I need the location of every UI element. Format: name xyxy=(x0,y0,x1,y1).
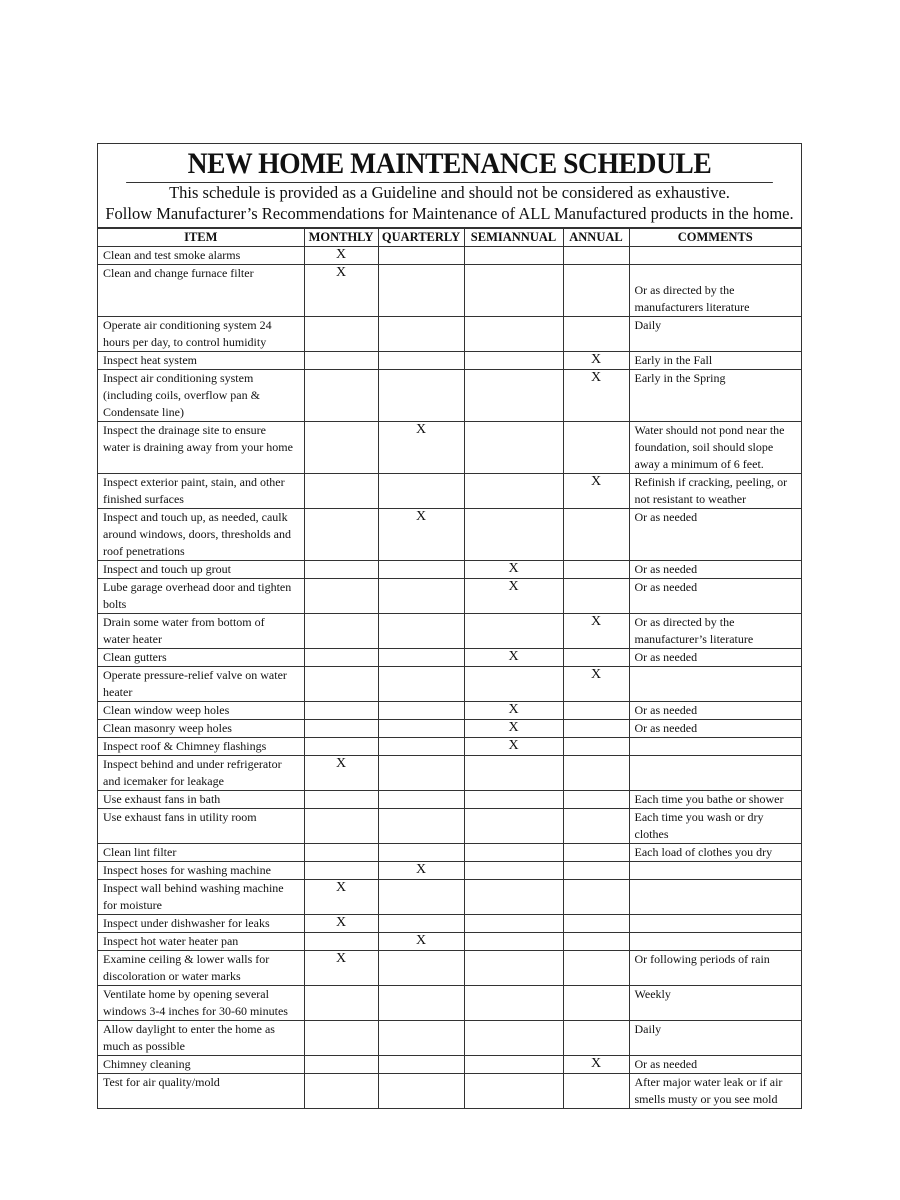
table-row xyxy=(98,614,801,649)
cell-monthly: X xyxy=(304,951,378,986)
cell-comments xyxy=(629,667,801,702)
cell-monthly xyxy=(304,1056,378,1074)
cell-quarterly xyxy=(378,738,464,756)
cell-annual xyxy=(563,422,629,474)
cell-comments: Or as needed xyxy=(629,720,801,738)
table-row xyxy=(98,649,801,667)
cell-annual xyxy=(563,862,629,880)
cell-semiannual xyxy=(464,370,563,422)
cell-monthly: X xyxy=(304,915,378,933)
cell-item: Inspect and touch up, as needed, caulk around windows, doors, thresholds and roof penetrations xyxy=(98,509,304,561)
table-row xyxy=(98,1021,801,1056)
cell-comments: Or as directed by the manufacturers literature xyxy=(629,265,801,317)
cell-annual xyxy=(563,809,629,844)
subtitle-manufacturer: Follow Manufacturer’s Recommendations for Maintenance of ALL Manufactured products in the home. xyxy=(98,204,801,228)
cell-monthly xyxy=(304,422,378,474)
cell-quarterly: X xyxy=(378,862,464,880)
table-row xyxy=(98,1074,801,1109)
cell-monthly: X xyxy=(304,880,378,915)
cell-annual: X xyxy=(563,474,629,509)
cell-semiannual xyxy=(464,265,563,317)
column-header-semiannual: SEMIANNUAL xyxy=(464,229,563,247)
cell-comments: Or following periods of rain xyxy=(629,951,801,986)
cell-semiannual xyxy=(464,422,563,474)
cell-monthly xyxy=(304,986,378,1021)
cell-monthly xyxy=(304,667,378,702)
cell-monthly xyxy=(304,702,378,720)
table-row xyxy=(98,951,801,986)
cell-item: Examine ceiling & lower walls for discoloration or water marks xyxy=(98,951,304,986)
cell-comments: Each load of clothes you dry xyxy=(629,844,801,862)
cell-annual xyxy=(563,561,629,579)
column-header-annual: ANNUAL xyxy=(563,229,629,247)
cell-monthly xyxy=(304,370,378,422)
cell-comments: Or as needed xyxy=(629,649,801,667)
cell-item: Inspect behind and under refrigerator and icemaker for leakage xyxy=(98,756,304,791)
cell-item: Inspect the drainage site to ensure water is draining away from your home xyxy=(98,422,304,474)
cell-quarterly xyxy=(378,614,464,649)
cell-quarterly xyxy=(378,561,464,579)
table-row xyxy=(98,561,801,579)
table-row xyxy=(98,265,801,317)
cell-item: Allow daylight to enter the home as much as possible xyxy=(98,1021,304,1056)
cell-monthly xyxy=(304,809,378,844)
cell-comments: Daily xyxy=(629,317,801,352)
cell-monthly: X xyxy=(304,265,378,317)
cell-comments: Early in the Spring xyxy=(629,370,801,422)
cell-semiannual xyxy=(464,1056,563,1074)
table-row xyxy=(98,702,801,720)
cell-quarterly xyxy=(378,986,464,1021)
table-row xyxy=(98,986,801,1021)
cell-semiannual xyxy=(464,756,563,791)
cell-comments: Or as needed xyxy=(629,702,801,720)
cell-item: Inspect hoses for washing machine xyxy=(98,862,304,880)
cell-semiannual xyxy=(464,352,563,370)
cell-comments: Or as directed by the manufacturer’s literature xyxy=(629,614,801,649)
cell-item: Ventilate home by opening several windows 3-4 inches for 30-60 minutes xyxy=(98,986,304,1021)
table-row xyxy=(98,933,801,951)
cell-item: Test for air quality/mold xyxy=(98,1074,304,1109)
cell-quarterly xyxy=(378,352,464,370)
cell-quarterly: X xyxy=(378,933,464,951)
cell-comments xyxy=(629,915,801,933)
cell-item: Inspect under dishwasher for leaks xyxy=(98,915,304,933)
cell-monthly xyxy=(304,933,378,951)
table-row xyxy=(98,667,801,702)
table-row xyxy=(98,579,801,614)
cell-item: Clean and change furnace filter xyxy=(98,265,304,317)
cell-comments: Daily xyxy=(629,1021,801,1056)
cell-monthly: X xyxy=(304,756,378,791)
cell-item: Use exhaust fans in utility room xyxy=(98,809,304,844)
cell-quarterly xyxy=(378,474,464,509)
cell-annual xyxy=(563,702,629,720)
cell-annual: X xyxy=(563,667,629,702)
cell-comments: Or as needed xyxy=(629,579,801,614)
cell-semiannual xyxy=(464,509,563,561)
cell-annual: X xyxy=(563,1056,629,1074)
cell-semiannual xyxy=(464,1074,563,1109)
cell-semiannual: X xyxy=(464,702,563,720)
table-row xyxy=(98,791,801,809)
cell-monthly xyxy=(304,738,378,756)
cell-quarterly xyxy=(378,844,464,862)
cell-quarterly xyxy=(378,247,464,265)
cell-quarterly xyxy=(378,702,464,720)
cell-item: Inspect hot water heater pan xyxy=(98,933,304,951)
cell-quarterly xyxy=(378,720,464,738)
cell-monthly xyxy=(304,317,378,352)
cell-monthly xyxy=(304,844,378,862)
cell-annual xyxy=(563,738,629,756)
cell-quarterly xyxy=(378,880,464,915)
cell-quarterly xyxy=(378,579,464,614)
cell-comments xyxy=(629,933,801,951)
subtitle-guideline: This schedule is provided as a Guideline and should not be considered as exhaustive. xyxy=(169,183,730,202)
cell-monthly xyxy=(304,614,378,649)
cell-item: Clean gutters xyxy=(98,649,304,667)
cell-quarterly xyxy=(378,265,464,317)
cell-annual xyxy=(563,649,629,667)
cell-annual xyxy=(563,915,629,933)
cell-semiannual xyxy=(464,614,563,649)
cell-semiannual xyxy=(464,667,563,702)
cell-monthly xyxy=(304,561,378,579)
cell-annual xyxy=(563,791,629,809)
cell-monthly xyxy=(304,791,378,809)
table-row xyxy=(98,247,801,265)
cell-semiannual: X xyxy=(464,720,563,738)
cell-comments xyxy=(629,738,801,756)
schedule-table xyxy=(98,228,801,1109)
cell-item: Drain some water from bottom of water heater xyxy=(98,614,304,649)
cell-annual xyxy=(563,880,629,915)
cell-annual xyxy=(563,1074,629,1109)
cell-annual xyxy=(563,509,629,561)
cell-comments: Each time you wash or dry clothes xyxy=(629,809,801,844)
cell-quarterly xyxy=(378,370,464,422)
cell-annual xyxy=(563,951,629,986)
cell-monthly xyxy=(304,509,378,561)
cell-monthly xyxy=(304,352,378,370)
cell-item: Chimney cleaning xyxy=(98,1056,304,1074)
cell-annual: X xyxy=(563,352,629,370)
cell-semiannual xyxy=(464,474,563,509)
cell-quarterly xyxy=(378,809,464,844)
table-row xyxy=(98,509,801,561)
cell-semiannual: X xyxy=(464,649,563,667)
cell-monthly: X xyxy=(304,247,378,265)
cell-semiannual xyxy=(464,844,563,862)
table-row xyxy=(98,352,801,370)
cell-item: Operate air conditioning system 24 hours per day, to control humidity xyxy=(98,317,304,352)
cell-item: Operate pressure-relief valve on water heater xyxy=(98,667,304,702)
table-row xyxy=(98,915,801,933)
maintenance-schedule-document xyxy=(97,143,802,1109)
cell-annual xyxy=(563,720,629,738)
cell-quarterly xyxy=(378,915,464,933)
cell-item: Inspect roof & Chimney flashings xyxy=(98,738,304,756)
table-row xyxy=(98,317,801,352)
cell-annual xyxy=(563,756,629,791)
cell-annual xyxy=(563,986,629,1021)
cell-item: Clean and test smoke alarms xyxy=(98,247,304,265)
cell-item: Inspect wall behind washing machine for moisture xyxy=(98,880,304,915)
table-row xyxy=(98,809,801,844)
table-row xyxy=(98,738,801,756)
cell-annual xyxy=(563,247,629,265)
cell-semiannual: X xyxy=(464,738,563,756)
cell-comments xyxy=(629,862,801,880)
cell-comments: After major water leak or if air smells musty or you see mold xyxy=(629,1074,801,1109)
cell-annual xyxy=(563,579,629,614)
cell-semiannual xyxy=(464,915,563,933)
cell-comments xyxy=(629,247,801,265)
cell-item: Clean lint filter xyxy=(98,844,304,862)
table-row xyxy=(98,880,801,915)
cell-item: Clean window weep holes xyxy=(98,702,304,720)
table-row xyxy=(98,756,801,791)
cell-item: Use exhaust fans in bath xyxy=(98,791,304,809)
cell-item: Lube garage overhead door and tighten bolts xyxy=(98,579,304,614)
column-header-quarterly: QUARTERLY xyxy=(378,229,464,247)
cell-comments: Or as needed xyxy=(629,1056,801,1074)
cell-item: Inspect air conditioning system (including coils, overflow pan & Condensate line) xyxy=(98,370,304,422)
cell-comments: Each time you bathe or shower xyxy=(629,791,801,809)
cell-item: Inspect heat system xyxy=(98,352,304,370)
cell-monthly xyxy=(304,474,378,509)
cell-annual xyxy=(563,933,629,951)
cell-comments: Refinish if cracking, peeling, or not resistant to weather xyxy=(629,474,801,509)
column-header-monthly: MONTHLY xyxy=(304,229,378,247)
table-row xyxy=(98,474,801,509)
column-header-item: ITEM xyxy=(98,229,304,247)
page-title: NEW HOME MAINTENANCE SCHEDULE xyxy=(126,144,773,183)
cell-comments: Or as needed xyxy=(629,561,801,579)
cell-semiannual: X xyxy=(464,561,563,579)
table-row xyxy=(98,1056,801,1074)
column-header-comments: COMMENTS xyxy=(629,229,801,247)
cell-semiannual xyxy=(464,933,563,951)
cell-comments: Or as needed xyxy=(629,509,801,561)
cell-semiannual xyxy=(464,791,563,809)
cell-annual: X xyxy=(563,614,629,649)
cell-item: Clean masonry weep holes xyxy=(98,720,304,738)
cell-comments: Weekly xyxy=(629,986,801,1021)
cell-item: Inspect exterior paint, stain, and other finished surfaces xyxy=(98,474,304,509)
cell-quarterly xyxy=(378,649,464,667)
cell-quarterly: X xyxy=(378,422,464,474)
cell-monthly xyxy=(304,579,378,614)
cell-monthly xyxy=(304,1021,378,1056)
cell-quarterly xyxy=(378,1056,464,1074)
cell-quarterly xyxy=(378,1021,464,1056)
table-row xyxy=(98,422,801,474)
cell-comments: Early in the Fall xyxy=(629,352,801,370)
cell-quarterly xyxy=(378,667,464,702)
table-row xyxy=(98,844,801,862)
cell-annual: X xyxy=(563,370,629,422)
cell-monthly xyxy=(304,720,378,738)
cell-annual xyxy=(563,317,629,352)
table-row xyxy=(98,370,801,422)
cell-semiannual xyxy=(464,862,563,880)
table-row xyxy=(98,720,801,738)
cell-comments xyxy=(629,756,801,791)
cell-semiannual xyxy=(464,247,563,265)
cell-monthly xyxy=(304,649,378,667)
cell-item: Inspect and touch up grout xyxy=(98,561,304,579)
cell-annual xyxy=(563,265,629,317)
cell-quarterly xyxy=(378,317,464,352)
cell-semiannual xyxy=(464,986,563,1021)
table-row xyxy=(98,862,801,880)
cell-semiannual xyxy=(464,809,563,844)
cell-quarterly: X xyxy=(378,509,464,561)
cell-annual xyxy=(563,844,629,862)
cell-semiannual xyxy=(464,317,563,352)
cell-comments: Water should not pond near the foundation, soil should slope away a minimum of 6 feet. xyxy=(629,422,801,474)
cell-quarterly xyxy=(378,791,464,809)
cell-semiannual xyxy=(464,951,563,986)
cell-monthly xyxy=(304,862,378,880)
cell-quarterly xyxy=(378,756,464,791)
cell-semiannual xyxy=(464,880,563,915)
cell-semiannual xyxy=(464,1021,563,1056)
cell-quarterly xyxy=(378,1074,464,1109)
cell-quarterly xyxy=(378,951,464,986)
cell-monthly xyxy=(304,1074,378,1109)
cell-comments xyxy=(629,880,801,915)
header-row xyxy=(98,229,801,247)
cell-annual xyxy=(563,1021,629,1056)
cell-semiannual: X xyxy=(464,579,563,614)
